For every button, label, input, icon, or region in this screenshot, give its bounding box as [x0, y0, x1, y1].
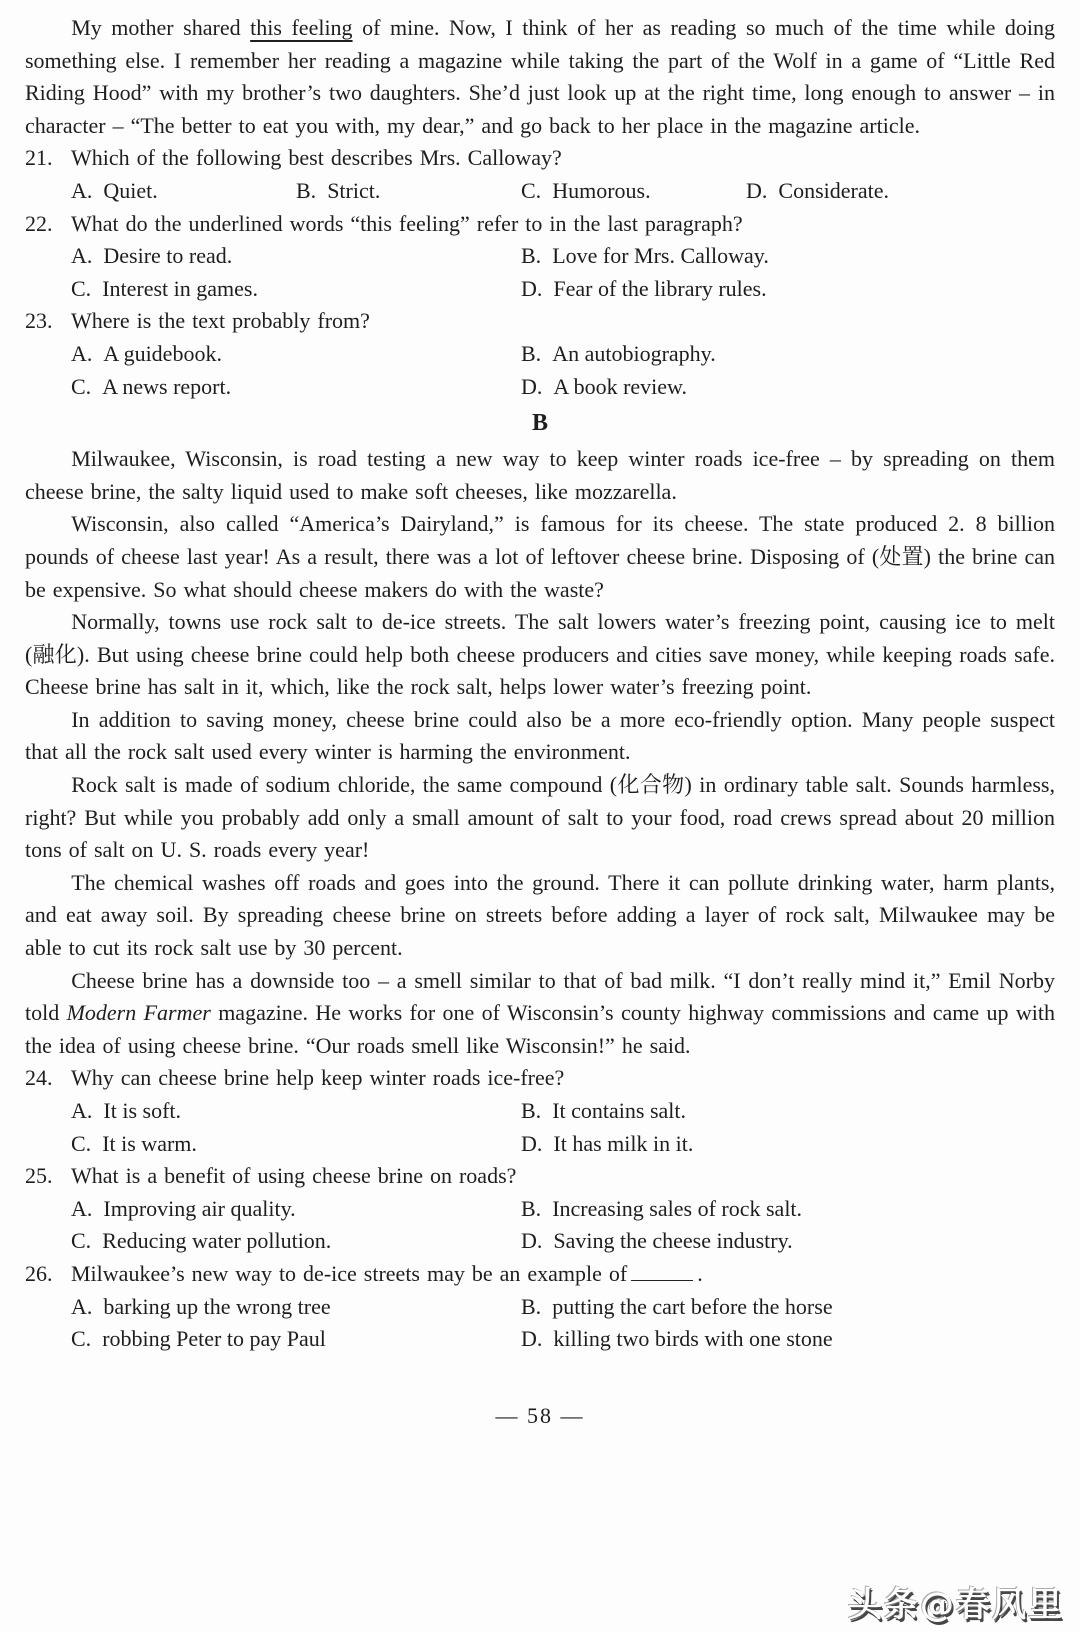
option-26b — [521, 1291, 1055, 1324]
question-number: 21. — [25, 145, 53, 171]
option-text: Improving air quality. — [103, 1195, 296, 1221]
page-number-footer: — 58 — — [495, 1402, 585, 1428]
question-24 — [25, 1062, 1055, 1160]
option-text: Love for Mrs. Calloway. — [552, 243, 769, 269]
question-stem: Which of the following best describes Mrs. Calloway? — [71, 145, 562, 171]
option-label: A. — [71, 1098, 93, 1123]
stem-pre: Milwaukee’s new way to de-ice streets may be an example of — [71, 1260, 628, 1286]
watermark: 头条@春风里 — [848, 1585, 1064, 1626]
option-label: A. — [71, 177, 93, 203]
option-23b — [521, 338, 1055, 371]
option-text: putting the cart before the horse — [552, 1293, 833, 1319]
option-label: B. — [521, 1293, 542, 1319]
option-26c — [71, 1323, 521, 1356]
options-row — [71, 338, 1055, 371]
question-22 — [25, 208, 1055, 306]
option-label: C. — [71, 275, 92, 301]
option-text: Fear of the library rules. — [553, 275, 767, 301]
option-label: C. — [71, 1130, 92, 1156]
question-25 — [25, 1160, 1055, 1258]
option-text: Humorous. — [552, 177, 651, 203]
option-21d — [746, 175, 889, 208]
option-24a — [71, 1095, 521, 1128]
option-21a — [71, 175, 296, 208]
question-number: 26. — [25, 1260, 53, 1286]
options-row — [71, 1225, 1055, 1258]
option-label: D. — [521, 275, 543, 301]
options-row — [71, 1323, 1055, 1356]
question-stem: Where is the text probably from? — [71, 308, 370, 334]
option-text: A book review. — [553, 373, 687, 399]
option-label: C. — [71, 1228, 92, 1254]
question-stem: What do the underlined words “this feeling” refer to in the last paragraph? — [71, 210, 743, 236]
option-label: C. — [71, 373, 92, 399]
option-text: A news report. — [102, 373, 232, 399]
option-label: C. — [521, 177, 542, 203]
passage-a-paragraph — [25, 12, 1055, 142]
option-label: B. — [521, 243, 542, 269]
fill-blank-line — [631, 1278, 693, 1281]
passage-b-paragraph-1: Milwaukee, Wisconsin, is road testing a new way to keep winter roads ice-free – by spreading on them cheese brine, the salty liquid used to make soft cheeses, like mozzarella. — [25, 446, 1055, 504]
option-22a — [71, 240, 521, 273]
question-stem: What is a benefit of using cheese brine on roads? — [71, 1163, 517, 1189]
question-number: 24. — [25, 1065, 53, 1091]
question-number: 22. — [25, 210, 53, 236]
option-24d — [521, 1128, 1055, 1161]
p7-post: magazine. He works for one of Wisconsin’s county highway commissions and came up with the idea of using cheese brine. “Our roads smell like Wisconsin!” he said. — [25, 1000, 1055, 1058]
passage-b-paragraph-3: Normally, towns use rock salt to de-ice streets. The salt lowers water’s freezing point, causing ice to melt (融化). But using cheese brine could help both cheese producers and cities save money, while keeping roads safe. Cheese brine has salt in it, which, like the rock salt, helps lower water’s freezing point. — [25, 609, 1055, 700]
option-text: Quiet. — [103, 177, 158, 203]
option-23d — [521, 371, 1055, 404]
options-row — [71, 1095, 1055, 1128]
options-row — [71, 1291, 1055, 1324]
passage-b-paragraph-4: In addition to saving money, cheese brine could also be a more eco-friendly option. Many people suspect that all the rock salt used every winter is harming the environment. — [25, 706, 1055, 765]
options-row — [71, 240, 1055, 273]
option-25c — [71, 1225, 521, 1258]
section-b-header: B — [531, 410, 548, 437]
option-text: An autobiography. — [552, 340, 716, 366]
option-23a — [71, 338, 521, 371]
option-label: C. — [71, 1326, 92, 1352]
option-24c — [71, 1128, 521, 1161]
option-26a — [71, 1291, 521, 1324]
magazine-name: Modern Farmer — [66, 1000, 211, 1026]
option-label: A. — [71, 1293, 93, 1319]
option-label: D. — [746, 177, 768, 203]
option-label: B. — [521, 1098, 542, 1123]
underlined-phrase: this feeling — [250, 15, 353, 40]
option-label: D. — [521, 373, 543, 399]
option-22c — [71, 273, 521, 306]
question-stem — [71, 1258, 1055, 1291]
question-23 — [25, 305, 1055, 403]
option-25b — [521, 1193, 1055, 1226]
option-text: Interest in games. — [102, 275, 258, 301]
option-text: robbing Peter to pay Paul — [102, 1326, 326, 1352]
option-label: A. — [71, 243, 93, 269]
passage-b-paragraph-5: Rock salt is made of sodium chloride, the same compound (化合物) in ordinary table salt. Sounds harmless, right? But while you probably add only a small amount of salt to your food, road crews spread about 20 million tons of salt on U. S. roads every year! — [25, 772, 1055, 863]
option-label: B. — [521, 340, 542, 366]
question-number: 25. — [25, 1163, 53, 1189]
option-label: A. — [71, 1195, 93, 1221]
option-text: It has milk in it. — [553, 1130, 694, 1156]
option-25a — [71, 1193, 521, 1226]
option-text: It is soft. — [103, 1098, 182, 1123]
option-text: Saving the cheese industry. — [553, 1228, 793, 1254]
option-text: killing two birds with one stone — [553, 1326, 833, 1352]
question-number: 23. — [25, 308, 53, 334]
option-label: A. — [71, 340, 93, 366]
option-label: D. — [521, 1228, 543, 1254]
question-stem: Why can cheese brine help keep winter roads ice-free? — [71, 1065, 565, 1091]
option-text: barking up the wrong tree — [103, 1293, 331, 1319]
passage-b-paragraph-6: The chemical washes off roads and goes into the ground. There it can pollute drinking water, harm plants, and eat away soil. By spreading cheese brine on streets before adding a layer of rock salt, Milwaukee may be able to cut its rock salt use by 30 percent. — [25, 869, 1055, 961]
option-label: B. — [521, 1195, 542, 1221]
question-21 — [25, 142, 1055, 207]
option-text: Increasing sales of rock salt. — [552, 1195, 803, 1221]
question-26 — [25, 1258, 1055, 1356]
option-text: It contains salt. — [552, 1098, 686, 1123]
passage-b-paragraph-2: Wisconsin, also called “America’s Dairyland,” is famous for its cheese. The state produced 2. 8 billion pounds of cheese last year! As a result, there was a lot of leftover cheese brine. Disposing of (处置) the brine can be expensive. So what should cheese makers do with the waste? — [25, 511, 1055, 602]
option-26d — [521, 1323, 1055, 1356]
option-label: B. — [296, 177, 317, 203]
option-label: D. — [521, 1326, 543, 1352]
option-label: D. — [521, 1130, 543, 1156]
passage-a-pre: My mother shared — [71, 15, 251, 40]
options-row — [71, 371, 1055, 404]
options-row — [71, 175, 1055, 208]
option-text: A guidebook. — [103, 340, 222, 366]
option-23c — [71, 371, 521, 404]
option-22b — [521, 240, 1055, 273]
options-row — [71, 273, 1055, 306]
stem-post: . — [697, 1260, 703, 1286]
option-text: Considerate. — [778, 177, 889, 203]
option-text: Desire to read. — [103, 243, 233, 269]
passage-a-post: of mine. Now, I think of her as reading so much of the time while doing something else. I remember her reading a magazine while taking the part of the Wolf in a game of “Little Red Riding Hood” with my brother’s two daughters. She’d just look up at the right time, long enough to answer – in character – “The better to eat you with, my dear,” and go back to her place in the magazine article. — [25, 15, 1056, 138]
option-21c — [521, 175, 746, 208]
option-22d — [521, 273, 1055, 306]
option-text: Strict. — [327, 177, 381, 203]
p7-pre: Cheese brine has a downside too – a smell similar to that of bad milk. “I don’t really mind it,” Emil Norby told — [25, 967, 1055, 1026]
option-text: It is warm. — [102, 1130, 197, 1156]
options-row — [71, 1193, 1055, 1226]
option-24b — [521, 1095, 1055, 1128]
passage-b-paragraph-7 — [25, 965, 1055, 1063]
option-25d — [521, 1225, 1055, 1258]
options-row — [71, 1128, 1055, 1161]
option-text: Reducing water pollution. — [102, 1228, 332, 1254]
option-21b — [296, 175, 521, 208]
